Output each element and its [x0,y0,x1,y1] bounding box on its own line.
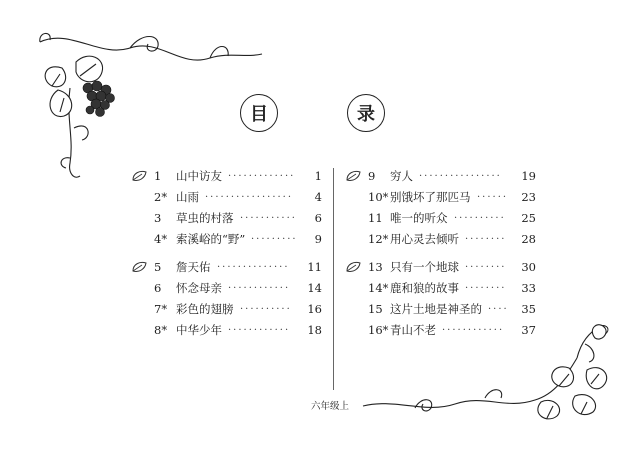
page-number: 30 [521,260,536,274]
leader-dots: ··········· [240,213,297,224]
toc-entry[interactable] [368,299,536,320]
toc-entry[interactable] [154,299,322,320]
page-number: 18 [307,323,322,337]
leader-dots: ········ [465,283,507,294]
lesson-title: 用心灵去倾听 [390,232,459,246]
lesson-title: 别饿坏了那匹马 [390,190,471,204]
toc-entry[interactable] [154,257,322,278]
page-number: 6 [314,211,322,225]
leaf-icon [346,261,362,273]
page-number: 19 [521,169,536,183]
toc-entry[interactable] [368,278,536,299]
leader-dots: ········· [251,234,298,245]
toc-group [132,166,322,250]
toc-entry[interactable] [154,166,322,187]
leader-dots: ············ [228,283,291,294]
lesson-title: 穷人 [390,169,413,183]
lesson-title: 中华少年 [176,323,222,337]
lesson-number: 3 [154,211,162,225]
toc-entry[interactable] [154,208,322,229]
leader-dots: ···· [488,304,509,315]
toc-entry[interactable] [154,229,322,250]
page-number: 11 [307,260,322,274]
leaf-icon [132,170,148,182]
lesson-title: 这片土地是神圣的 [390,302,482,316]
page-number: 33 [521,281,536,295]
leader-dots: ················· [205,192,294,203]
leader-dots: ········ [465,262,507,273]
lesson-title: 詹天佑 [176,260,211,274]
leader-dots: ········ [465,234,507,245]
lesson-number: 9 [368,169,376,183]
leaf-vine-icon [355,318,620,428]
leader-dots: ·········· [240,304,292,315]
lesson-number: 16* [368,323,389,337]
grade-label: 六年级上 [311,401,350,412]
lesson-title: 只有一个地球 [390,260,459,274]
lesson-number: 10* [368,190,389,204]
toc-group [346,166,536,250]
page-number: 37 [521,323,536,337]
title-lu: 录 [347,94,385,132]
toc-entry[interactable] [154,187,322,208]
lesson-number: 2* [154,190,168,204]
lesson-number: 1 [154,169,162,183]
page-number: 35 [521,302,536,316]
leaf-icon [132,261,148,273]
leader-dots: ················ [419,171,502,182]
toc-entry[interactable] [368,208,536,229]
lesson-title: 索溪峪的“野” [176,232,246,246]
leader-dots: ············ [442,325,505,336]
page-number: 9 [314,232,322,246]
page-number: 4 [314,190,322,204]
leader-dots: ············· [228,171,296,182]
column-divider [333,168,334,390]
page-number: 23 [521,190,536,204]
toc-group [132,257,322,341]
lesson-number: 8* [154,323,168,337]
toc-entry[interactable] [154,278,322,299]
toc-entry[interactable] [368,257,536,278]
leader-dots: ············ [228,325,291,336]
leader-dots: ·········· [454,213,506,224]
lesson-number: 7* [154,302,168,316]
leader-dots: ·············· [217,262,290,273]
lesson-title: 唯一的听众 [390,211,448,225]
page-number: 1 [314,169,322,183]
lesson-number: 4* [154,232,168,246]
leaf-icon [346,170,362,182]
lesson-title: 草虫的村落 [176,211,234,225]
lesson-number: 11 [368,211,383,225]
title-mu: 目 [240,94,278,132]
page-number: 25 [521,211,536,225]
lesson-number: 6 [154,281,162,295]
lesson-number: 14* [368,281,389,295]
grape-vine-icon [30,28,270,188]
lesson-number: 5 [154,260,162,274]
lesson-title: 山中访友 [176,169,222,183]
lesson-title: 怀念母亲 [176,281,222,295]
page-number: 14 [307,281,322,295]
lesson-title: 青山不老 [390,323,436,337]
lesson-number: 15 [368,302,383,316]
toc-entry[interactable] [154,320,322,341]
lesson-number: 12* [368,232,389,246]
toc-entry[interactable] [368,187,536,208]
lesson-title: 鹿和狼的故事 [390,281,459,295]
page-number: 16 [307,302,322,316]
page-number: 28 [521,232,536,246]
toc-entry[interactable] [368,166,536,187]
lesson-title: 彩色的翅膀 [176,302,234,316]
leader-dots: ······ [477,192,509,203]
lesson-number: 13 [368,260,383,274]
toc-entry[interactable] [368,229,536,250]
lesson-title: 山雨 [176,190,199,204]
